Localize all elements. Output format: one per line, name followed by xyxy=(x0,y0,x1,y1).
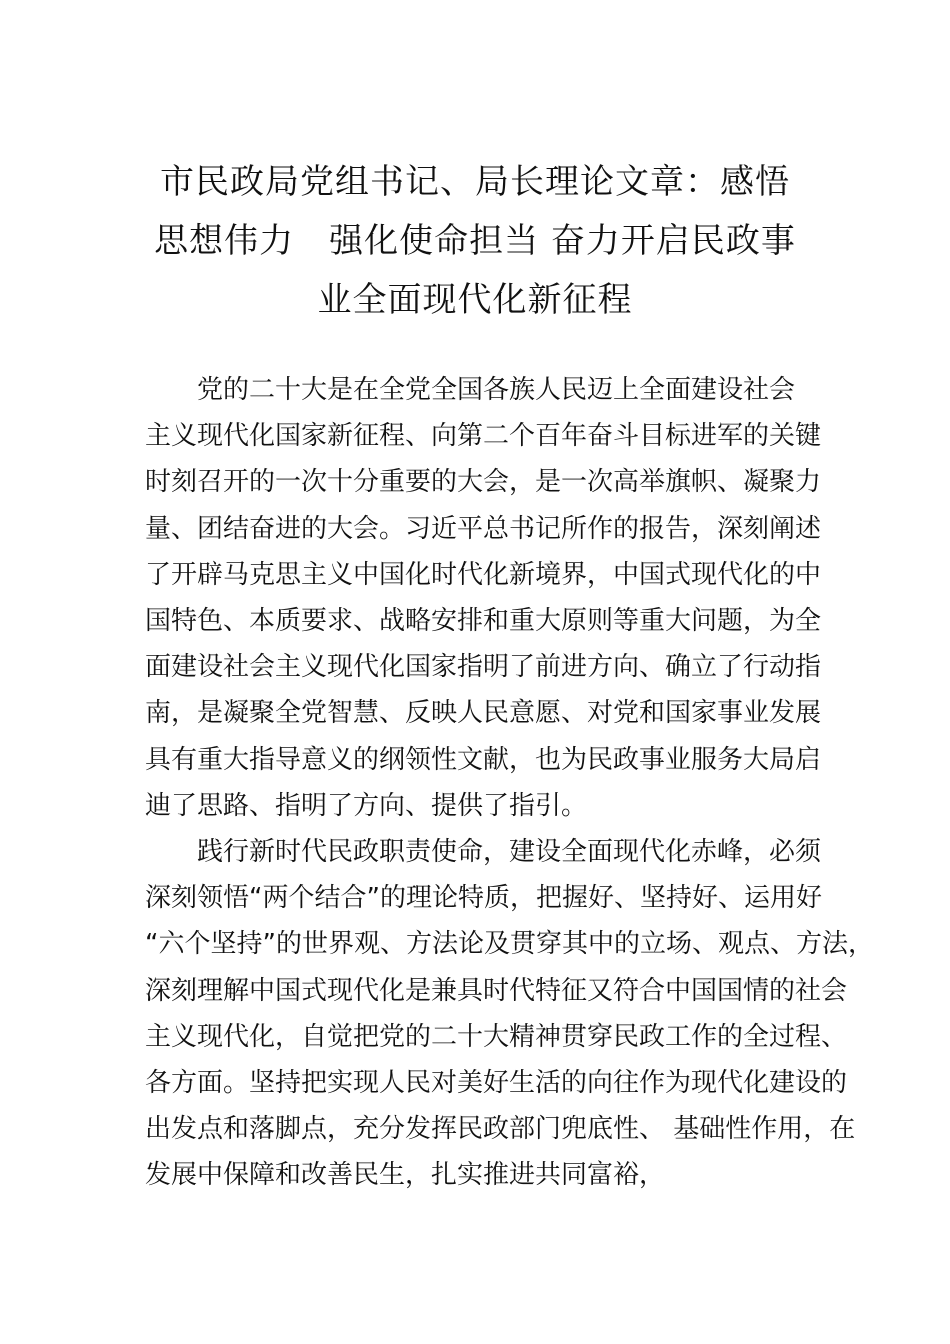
title-line-1: 市民政局党组书记、局长理论文章：感悟 xyxy=(160,162,790,202)
text-line: 党的二十大是在全党全国各族人民迈上全面建设社会 xyxy=(197,375,796,405)
paragraph-1 xyxy=(145,367,825,829)
text-line: 深刻领悟“两个结合”的理论特质，把握好、坚持好、运用好 xyxy=(145,883,822,914)
paragraph-2 xyxy=(145,829,874,1199)
text-line: 时刻召开的一次十分重要的大会，是一次高举旗帜、凝聚力 xyxy=(145,467,822,498)
text-line: 各方面。坚持把实现人民对美好生活的向往作为现代化建设的 xyxy=(145,1068,848,1099)
document-title xyxy=(140,153,810,330)
document-body xyxy=(145,367,874,1199)
text-line: 主义现代化，自觉把党的二十大精神贯穿民政工作的全过程、 xyxy=(145,1021,848,1052)
text-line: “六个坚持”的世界观、方法论及贯穿其中的立场、观点、方法， xyxy=(145,929,874,960)
text-line: 深刻理解中国式现代化是兼具时代特征又符合中国国情的社会 xyxy=(145,975,848,1006)
text-line: 迪了思路、指明了方向、提供了指引。 xyxy=(145,790,588,821)
text-line: 量、团结奋进的大会。习近平总书记所作的报告，深刻阐述 xyxy=(145,513,822,544)
title-line-2: 思想伟力 强化使命担当 奋力开启民政事 xyxy=(154,221,796,261)
text-line: 主义现代化国家新征程、向第二个百年奋斗目标进军的关键 xyxy=(145,421,822,452)
text-line: 具有重大指导意义的纲领性文献，也为民政事业服务大局启 xyxy=(145,744,822,775)
text-line: 南，是凝聚全党智慧、反映人民意愿、对党和国家事业发展 xyxy=(145,698,822,729)
text-line: 发展中保障和改善民生，扎实推进共同富裕， xyxy=(145,1160,666,1191)
text-line: 国特色、本质要求、战略安排和重大原则等重大问题，为全 xyxy=(145,606,822,637)
title-line-3: 业全面现代化新征程 xyxy=(317,280,633,320)
text-line: 践行新时代民政职责使命，建设全面现代化赤峰，必须 xyxy=(197,837,822,868)
text-line: 出发点和落脚点，充分发挥民政部门兜底性、 基础性作用，在 xyxy=(145,1114,856,1145)
text-line: 了开辟马克思主义中国化时代化新境界，中国式现代化的中 xyxy=(145,559,822,590)
text-line: 面建设社会主义现代化国家指明了前进方向、确立了行动指 xyxy=(145,652,822,683)
